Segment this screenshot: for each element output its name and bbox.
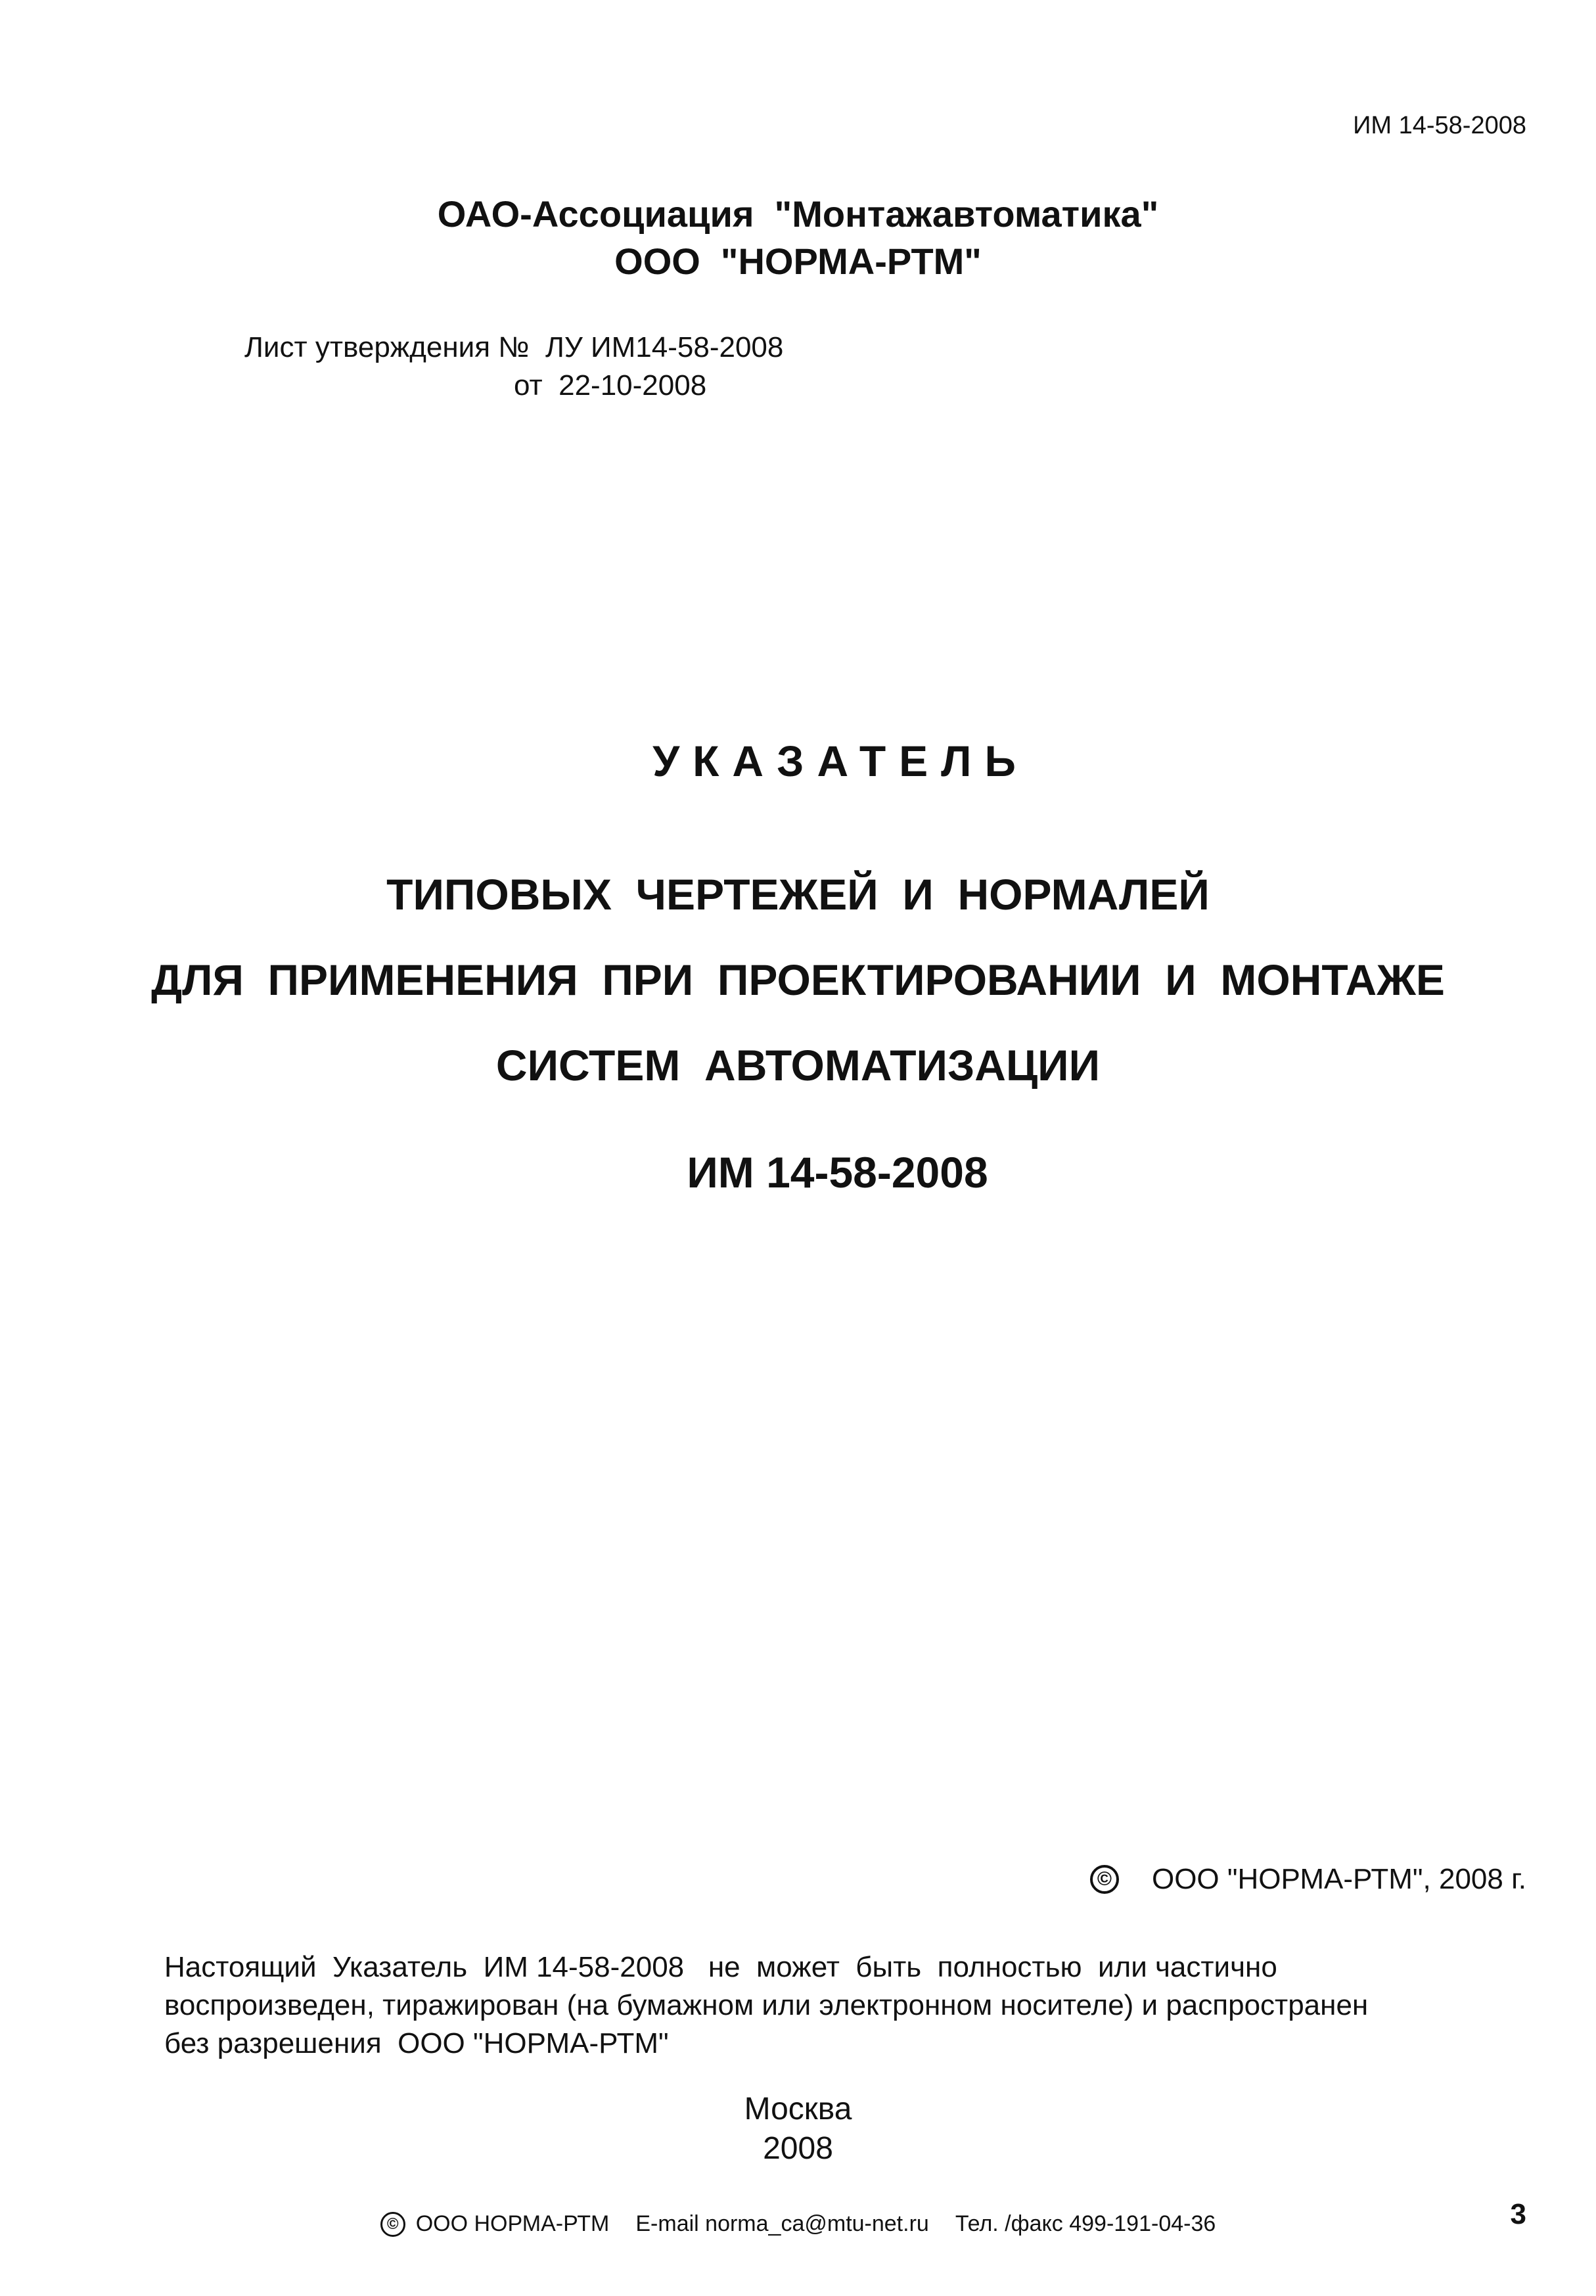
copyright-line <box>1090 1863 1526 1896</box>
header-doc-code: ИМ 14-58-2008 <box>1353 112 1526 139</box>
copyright-icon: © <box>1090 1865 1119 1894</box>
footer-copyright-icon: © <box>380 2212 405 2237</box>
document-title: УКАЗАТЕЛЬ <box>652 737 1029 785</box>
notice-line-3: без разрешения ООО "НОРМА-РТМ" <box>164 2027 669 2059</box>
document-subtitle-line-2: ДЛЯ ПРИМЕНЕНИЯ ПРИ ПРОЕКТИРОВАНИИ И МОНТАЖЕ <box>151 955 1445 1004</box>
footer-org: ООО НОРМА-РТМ <box>415 2211 610 2236</box>
page-number: 3 <box>1510 2198 1526 2230</box>
copyright-text: ООО "НОРМА-РТМ", 2008 г. <box>1151 1863 1526 1895</box>
notice-line-1: Настоящий Указатель ИМ 14-58-2008 не может быть полностью или частично <box>164 1951 1277 1983</box>
approval-date-line: от 22-10-2008 <box>514 369 707 402</box>
city: Москва <box>744 2092 852 2126</box>
organizations-block <box>0 191 1596 285</box>
approval-block <box>244 329 783 405</box>
notice-line-2: воспроизведен, тиражирован (на бумажном или электронном носителе) и распространен <box>164 1989 1369 2021</box>
title-block <box>0 736 1596 1197</box>
footer-phone: Тел. /факс 499-191-04-36 <box>955 2211 1216 2236</box>
place-and-year <box>0 2090 1596 2169</box>
org-name-norma: ООО "НОРМА-РТМ" <box>614 241 982 282</box>
document-subtitle-line-3: СИСТЕМ АВТОМАТИЗАЦИИ <box>495 1041 1101 1090</box>
year: 2008 <box>763 2131 833 2166</box>
reproduction-notice <box>164 1948 1368 2063</box>
footer-email: E-mail norma_ca@mtu-net.ru <box>635 2211 929 2236</box>
footer <box>0 2211 1596 2237</box>
org-name-association: ОАО-Ассоциация "Монтажавтоматика" <box>437 193 1159 235</box>
document-subtitle-line-1: ТИПОВЫХ ЧЕРТЕЖЕЙ И НОРМАЛЕЙ <box>386 870 1210 919</box>
document-number: ИМ 14-58-2008 <box>687 1148 988 1197</box>
approval-sheet-line: Лист утверждения № ЛУ ИМ14-58-2008 <box>244 331 784 363</box>
